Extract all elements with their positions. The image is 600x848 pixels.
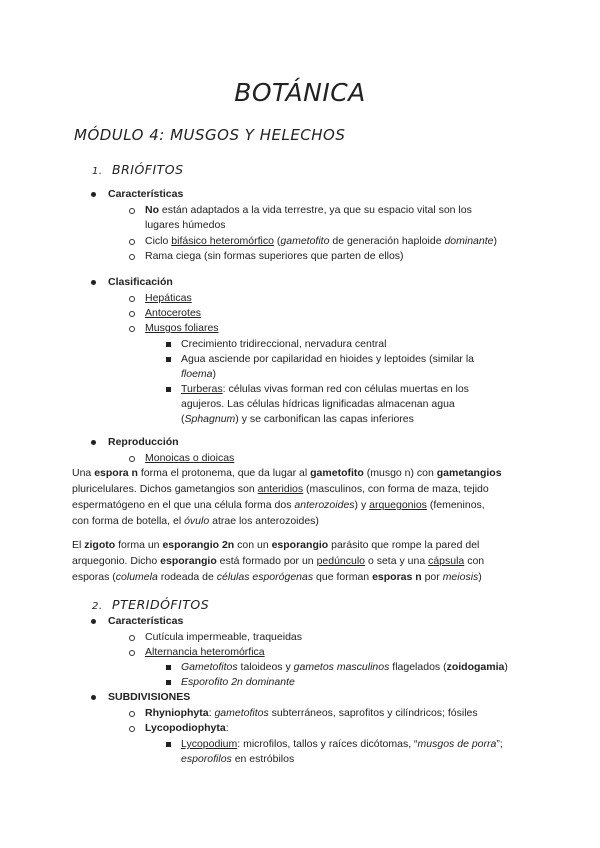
list-item-alternancia: Alternancia heteromórfica [145, 646, 265, 658]
list-item-cuticula: Cutícula impermeable, traqueidas [145, 631, 302, 643]
list-item-gametofitos: Gametofitos taloideos y gametos masculinos flagelados (zoidogamia) [181, 661, 508, 673]
module-heading: MÓDULO 4: MUSGOS Y HELECHOS [74, 126, 346, 144]
list-item-turberas: Turberas: células vivas forman red con células muertas en los [181, 383, 469, 395]
list-item-rhyniophyta: Rhyniophyta: gametofitos subterráneos, saprofitos y cilíndricos; fósiles [145, 707, 478, 719]
section-title: BRIÓFITOS [112, 162, 184, 177]
list-item-crecimiento: Crecimiento tridireccional, nervadura central [181, 338, 387, 350]
paragraph-line: esporas (columela rodeada de células esporógenas que forman esporas n por meiosis) [72, 571, 482, 583]
bullet-circle-icon [129, 635, 135, 641]
bullet-square-icon [166, 387, 171, 392]
list-item-monoicas: Monoicas o dioicas [145, 452, 235, 464]
list-item-clasificacion: Clasificación [108, 276, 173, 288]
list-item-reproduccion: Reproducción [108, 436, 179, 448]
list-item-hepaticas: Hepáticas [145, 292, 192, 304]
list-item-musgos: Musgos foliares [145, 322, 219, 334]
section-heading-pteridofitos [92, 597, 209, 612]
list-item-turberas-cont: agujeros. Las células hídricas lignificadas almacenan agua [181, 398, 455, 410]
section-number: 1. [92, 166, 103, 177]
paragraph-line: arquegonio. Dicho esporangio está formado por un pedúnculo o seta y una cápsula con [72, 555, 485, 567]
bullet-square-icon [166, 742, 171, 747]
bullet-circle-icon [129, 208, 135, 214]
list-item-ciclo: Ciclo bifásico heteromórfico (gametofito de generación haploide dominante) [145, 235, 497, 247]
list-item-lycopodium-cont: esporofilos en estróbilos [181, 753, 295, 765]
section-title: PTERIDÓFITOS [112, 597, 210, 612]
bullet-circle-icon [129, 711, 135, 717]
bullet-disc-icon [91, 695, 96, 700]
bullet-square-icon [166, 665, 171, 670]
list-item-lycopodium: Lycopodium: microfilos, tallos y raíces dicótomas, “musgos de porra”; [181, 738, 503, 750]
paragraph-line: con forma de botella, el óvulo atrae los anterozoides) [72, 515, 319, 527]
list-item-lycopodiophyta: Lycopodiophyta: [145, 722, 229, 734]
paragraph-line: espermatógeno en el que una célula forma dos anterozoides) y arquegonios (femeninos, [72, 499, 485, 511]
list-item-esporofito: Esporofito 2n dominante [181, 676, 295, 688]
bullet-circle-icon [129, 726, 135, 732]
list-item-adaptacion: No están adaptados a la vida terrestre, ya que su espacio vital son los [145, 204, 472, 216]
bullet-disc-icon [91, 192, 96, 197]
bullet-circle-icon [129, 456, 135, 462]
section-number: 2. [92, 601, 103, 612]
bullet-disc-icon [91, 440, 96, 445]
list-item-rama: Rama ciega (sin formas superiores que parten de ellos) [145, 250, 404, 262]
paragraph-line: pluricelulares. Dichos gametangios son anteridios (masculinos, con forma de maza, tejido [72, 483, 489, 495]
bullet-disc-icon [91, 619, 96, 624]
bullet-circle-icon [129, 326, 135, 332]
bullet-square-icon [166, 680, 171, 685]
list-item-caracteristicas-2: Características [108, 615, 184, 627]
bullet-square-icon [166, 342, 171, 347]
paragraph-line: El zigoto forma un esporangio 2n con un esporangio parásito que rompe la pared del [72, 539, 480, 551]
section-heading-briofitos [92, 162, 184, 177]
paragraph-line: Una espora n forma el protonema, que da lugar al gametofito (musgo n) con gametangios [72, 467, 502, 479]
bullet-circle-icon [129, 239, 135, 245]
bullet-circle-icon [129, 650, 135, 656]
list-item-adaptacion-cont: lugares húmedos [145, 219, 226, 231]
bullet-square-icon [166, 357, 171, 362]
bullet-disc-icon [91, 280, 96, 285]
bullet-circle-icon [129, 311, 135, 317]
document-title: BOTÁNICA [234, 78, 366, 107]
list-item-agua: Agua asciende por capilaridad en hioides y leptoides (similar la [181, 353, 475, 365]
list-item-agua-cont: floema) [181, 368, 217, 380]
bullet-circle-icon [129, 254, 135, 260]
bullet-circle-icon [129, 296, 135, 302]
list-item-turberas-cont2: (Sphagnum) y se carbonifican las capas inferiores [181, 413, 414, 425]
list-item-subdivisiones: SUBDIVISIONES [108, 691, 191, 703]
list-item-antocerotes: Antocerotes [145, 307, 202, 319]
list-item-caracteristicas: Características [108, 188, 184, 200]
